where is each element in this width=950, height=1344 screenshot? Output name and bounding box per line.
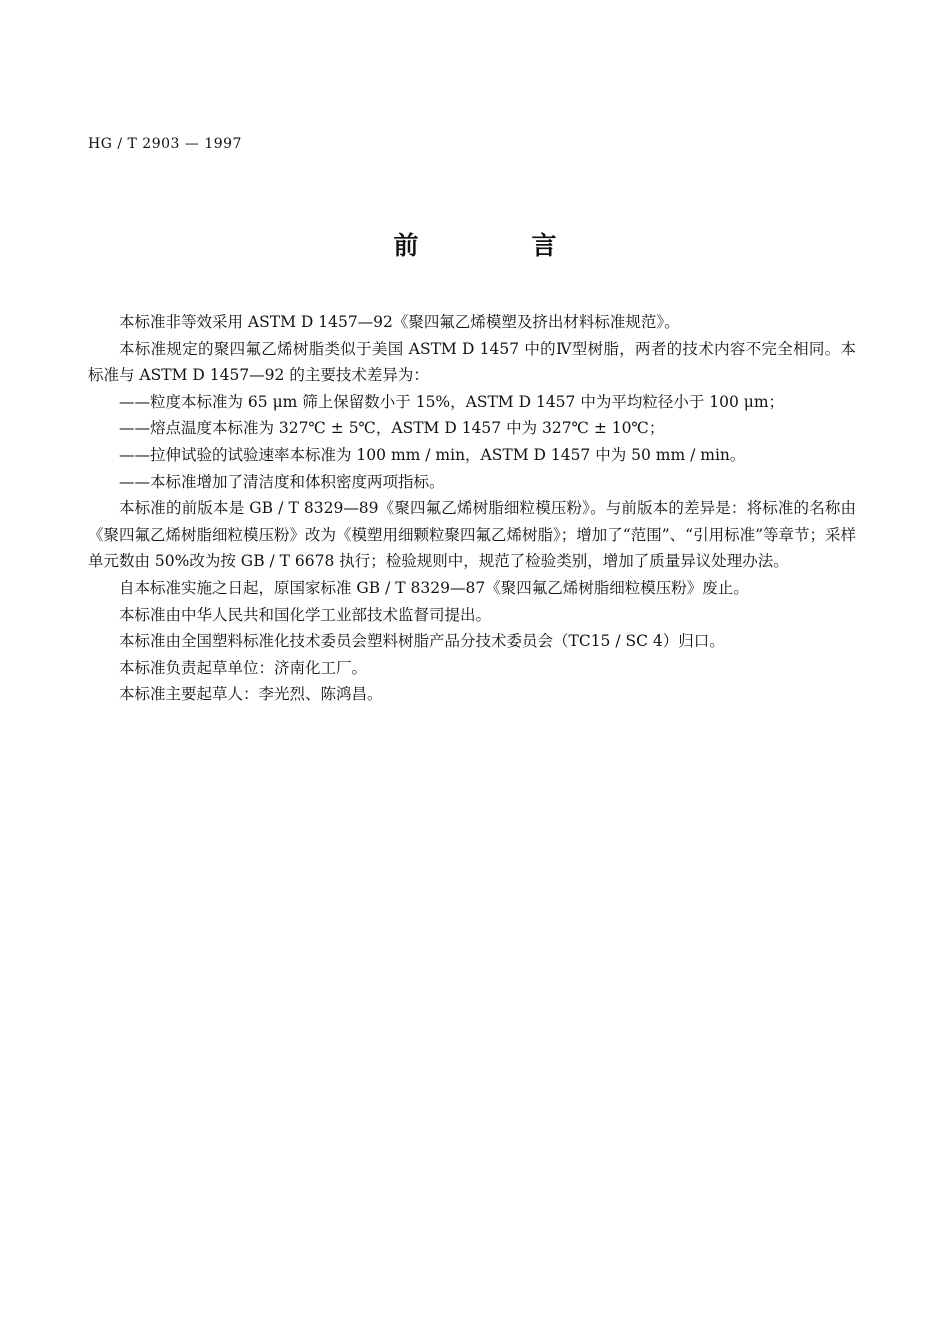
paragraph-proposed-by: 本标准由中华人民共和国化学工业部技术监督司提出。 — [119, 605, 492, 624]
page-title: 前 言 — [393, 231, 601, 260]
paragraph-diff-added-indicators: ——本标准增加了清洁度和体积密度两项指标。 — [119, 472, 445, 491]
paragraph-differences-intro: 本标准规定的聚四氟乙烯树脂类似于美国 ASTM D 1457 中的Ⅳ型树脂，两者的技术内容不完全相同。本标准与 ASTM D 1457—92 的主要技术差异为： — [88, 339, 856, 385]
paragraph-adoption: 本标准非等效采用 ASTM D 1457—92《聚四氟乙烯模塑及挤出材料标准规范》。 — [119, 313, 680, 331]
paragraph-diff-tensile-rate: ——拉伸试验的试验速率本标准为 100 mm / min，ASTM D 1457 中为 50 mm / min。 — [119, 445, 746, 464]
standard-code: HG / T 2903 — 1997 — [88, 136, 242, 152]
paragraph-centralized-by: 本标准由全国塑料标准化技术委员会塑料树脂产品分技术委员会（TC15 / SC 4）归口。 — [119, 632, 725, 651]
paragraph-diff-melting-point: ——熔点温度本标准为 327℃ ± 5℃，ASTM D 1457 中为 327℃ ± 10℃； — [119, 419, 665, 438]
paragraph-diff-particle-size: ——粒度本标准为 65 μm 筛上保留数小于 15%，ASTM D 1457 中为平均粒径小于 100 μm； — [119, 392, 785, 411]
foreword-body — [88, 309, 856, 708]
paragraph-drafting-unit: 本标准负责起草单位：济南化工厂。 — [119, 658, 368, 677]
paragraph-drafters: 本标准主要起草人：李光烈、陈鸿昌。 — [119, 685, 383, 704]
paragraph-superseded: 自本标准实施之日起，原国家标准 GB / T 8329—87《聚四氟乙烯树脂细粒模压粉》废止。 — [119, 578, 749, 597]
paragraph-previous-version: 本标准的前版本是 GB / T 8329—89《聚四氟乙烯树脂细粒模压粉》。与前版本的差异是：将标准的名称由《聚四氟乙烯树脂细粒模压粉》改为《模塑用细颗粒聚四氟乙烯树脂》；增加了“范围”、“引用标准”等章节；采样单元数由 50%改为按 GB / T 6678 执行；检验规则中，规范了检验类别，增加了质量异议处理办法。 — [88, 499, 856, 571]
